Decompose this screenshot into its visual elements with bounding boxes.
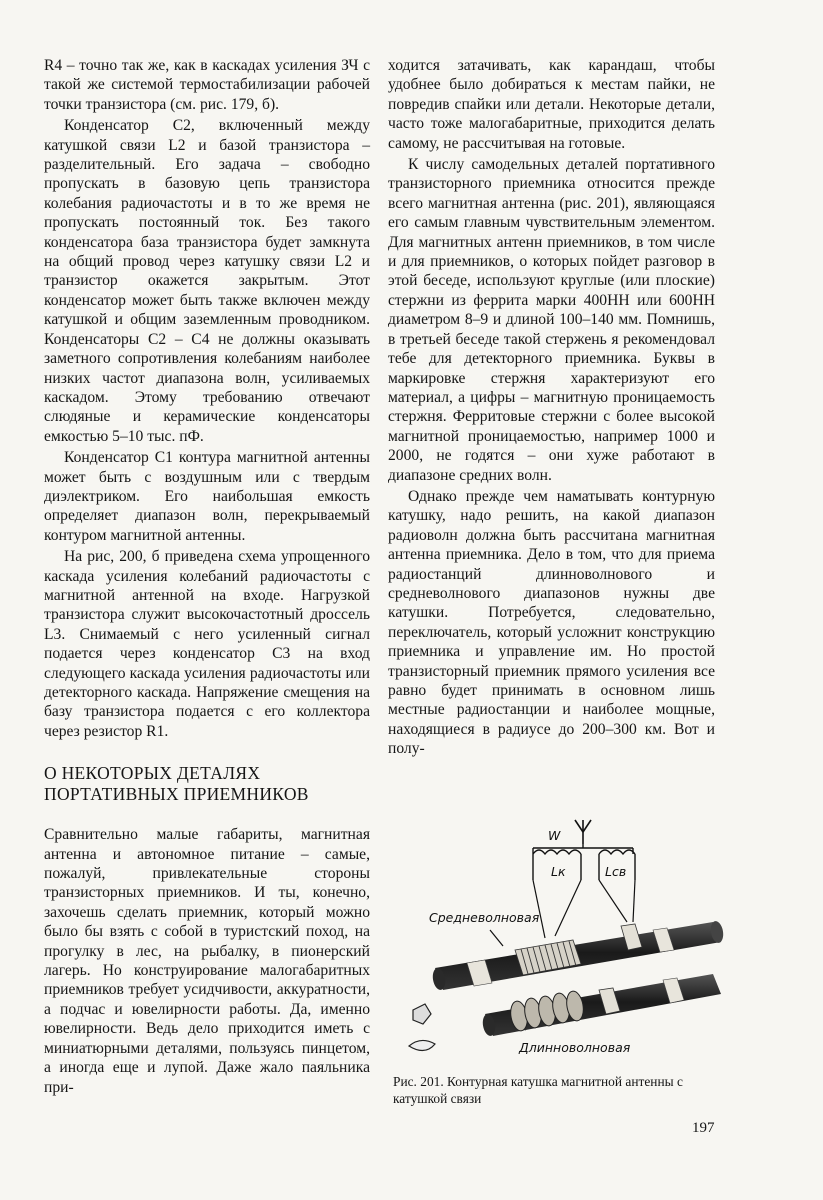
right-column (388, 56, 715, 759)
paragraph-magnetic-antenna: К числу самодельных деталей портативного транзисторного приемника относится прежде всего магнитная антенна (рис. 201), являющаяся его самым главным чувствительным элементом. Для магнитных антенн приемников, в том числе и для приемников, о которых пойдет разговор в этой беседе, используют круглые (или плоские) стержни из феррита марки 400НН или 600НН диаметром 8–9 и длиной 100–140 мм. Помнишь, в третьей беседе такой стержень я рекомендовал тебе для детекторного приемника. Буквы в маркировке стержня характеризуют его материал, а цифры – магнитную проницаемость стержня. Ферритовые стержни с более высокой магнитной проницаемостью, например 1000 и 2000, не годятся – они хуже работают в диапазоне средних волн. (388, 156, 715, 484)
left-column (44, 56, 370, 1097)
label-lsv: Lсв (605, 864, 627, 879)
figure-caption: Рис. 201. Контурная катушка магнитной антенны с катушкой связи (393, 1074, 683, 1106)
paragraph-r4-continuation: R4 – точно так же, как в каскадах усиления ЗЧ с такой же системой термостабилизации рабочей точки транзистора (см. рис. 179, б). (44, 57, 370, 113)
section-heading: О НЕКОТОРЫХ ДЕТАЛЯХ ПОРТАТИВНЫХ ПРИЕМНИКОВ (44, 763, 309, 805)
figure-antenna-coil (395, 818, 725, 1068)
label-long-wave: Длинноволновая (519, 1040, 631, 1055)
antenna-symbol-icon (575, 820, 591, 844)
label-lk: Lк (551, 864, 566, 879)
antenna-coil-illustration (395, 818, 725, 1068)
label-medium-wave: Средневолновая (429, 910, 540, 925)
long-wave-rod (481, 974, 721, 1037)
paragraph-wave-range: Однако прежде чем наматывать контурную катушку, надо решить, на какой диапазон радиоволн должна быть рассчитана магнитная антенна приемника. Дело в том, что для приема радиостанций длинноволнового и средневолнового диапазонов нужны две катушки. Потребуется, следовательно, переключатель, который усложнит конструкцию приемника и управление им. Но простой транзисторный приемник прямого усиления все равно будет принимать в основном лишь местные радиостанции и наиболее мощные, находящиеся в радиусе до 200–300 км. Вот и полу- (388, 487, 715, 758)
paragraph-figure-200b: На рис, 200, б приведена схема упрощенного каскада усиления колебаний радиочастоты с магнитной антенной на входе. Нагрузкой транзистора служит высокочастотный дроссель L3. Снимаемый с него усиленный сигнал подается через конденсатор С3 на вход следующего каскада усиления радиочастоты или детекторного каскада. Напряжение смещения на базу транзистора подается с его коллектора через резистор R1. (44, 548, 370, 740)
clip-detail-icon (409, 1004, 435, 1051)
paragraph-portable-receivers: Сравнительно малые габариты, магнитная антенна и автономное питание – самые, пожалуй, привлекательные стороны транзисторных приемников. И ты, конечно, захочешь сделать приемник, который можно было бы взять с собой в туристский поход, на прогулку в лес, на рыбалку, в пионерский лагерь. Но конструирование малогабаритных приемников требует усидчивости, аккуратности, а подчас и ювелирности работы. Да, именно ювелирности. Ведь дело приходится иметь с миниатюрными деталями, пользуясь пинцетом, а иногда еще и лупой. Даже жало паяльника при- (44, 826, 370, 1096)
page-number: 197 (692, 1120, 715, 1136)
paragraph-soldering-tip: ходится затачивать, как карандаш, чтобы удобнее было добираться к местам пайки, не повредив спайки или детали. Некоторые детали, часто тоже малогабаритные, приходится делать самому, не рассчитывая на готовые. (388, 57, 715, 152)
label-w: W (548, 828, 561, 843)
paragraph-capacitor-c2: Конденсатор С2, включенный между катушкой связи L2 и базой транзистора – разделительный. Его задача – свободно пропускать в базовую цепь транзистора колебания радиочастоты и в то же время не пропускать постоянный ток. Без такого конденсатора база транзистора будет замкнута на общий провод через катушку связи L2 и транзистор окажется закрытым. Этот конденсатор может быть также включен между катушкой и общим заземленным проводником. Конденсаторы С2 – С4 не должны оказывать заметного сопротивления колебаниям наиболее низких частот диапазона волн, усиливаемых каскадом. Этому требованию отвечают слюдяные и керамические конденсаторы емкостью 5–10 тыс. пФ. (44, 117, 370, 445)
paragraph-capacitor-c1: Конденсатор С1 контура магнитной антенны может быть с воздушным или с твердым диэлектриком. Его наибольшая емкость определяет диапазон волн, перекрываемый контуром магнитной антенны. (44, 449, 370, 544)
